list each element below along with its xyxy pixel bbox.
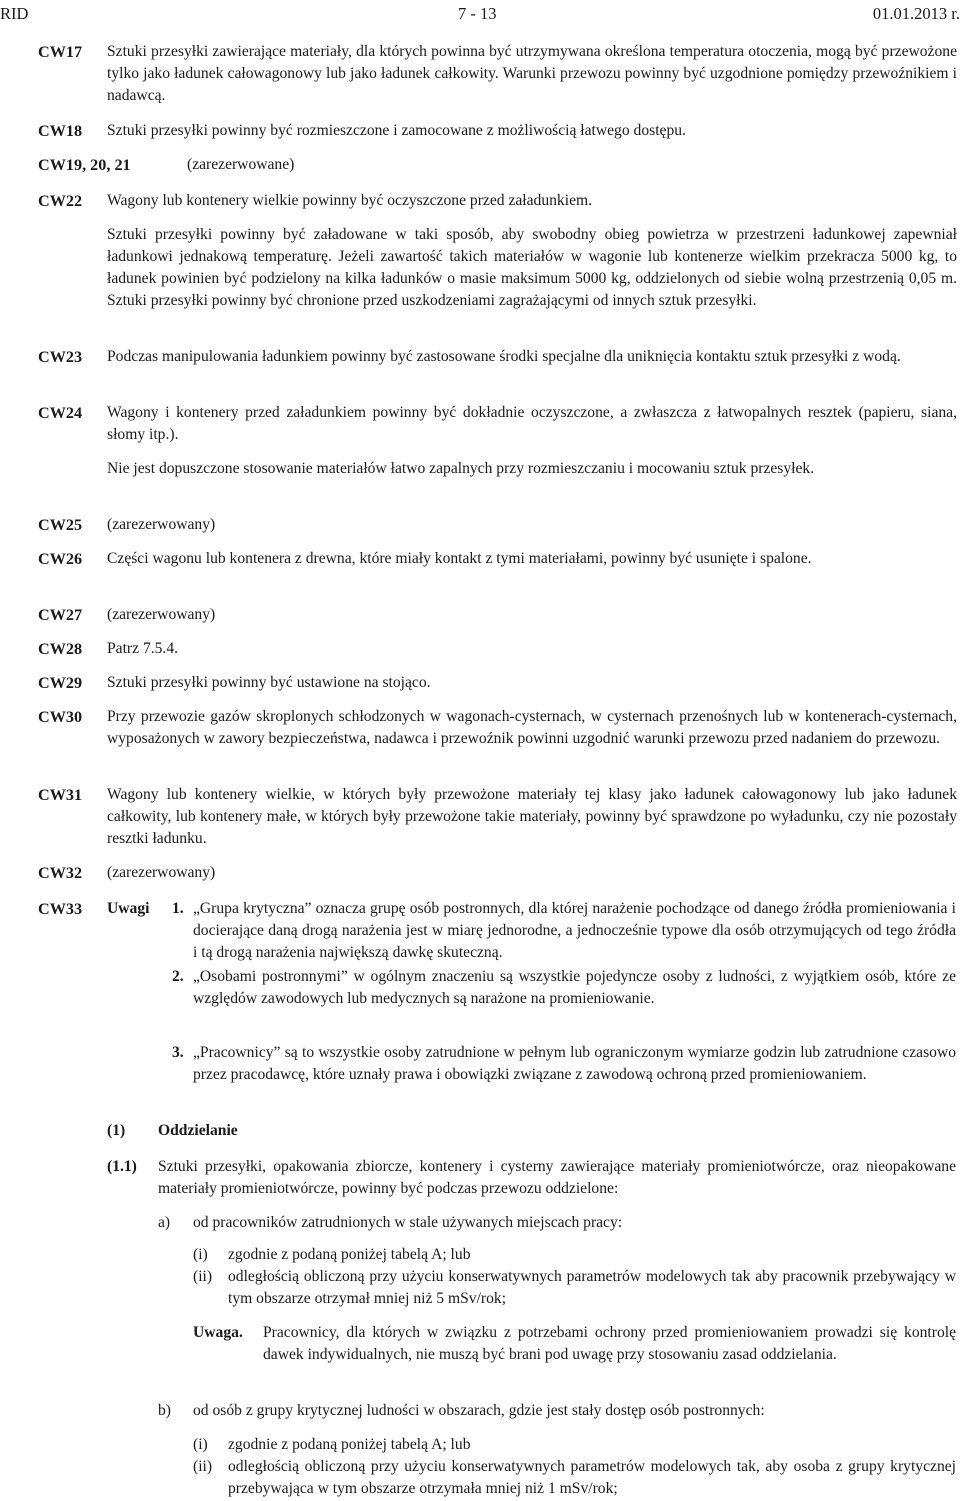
uwaga-text: Pracownicy, dla których w związku z potrzebami ochrony przed promieniowaniem prowadzi się kontrolę dawek indywidualnych, nie muszą być brani pod uwagę przy stosowaniu zasad oddzielania. [263, 1324, 956, 1363]
cw27-text: (zarezerwowany) [107, 606, 216, 623]
cw19-text: (zarezerwowane) [187, 156, 295, 173]
cw33-uwagi-label: Uwagi [107, 900, 150, 917]
cw33-code: CW33 [38, 900, 83, 918]
cw24-text: Wagony i kontenery przed załadunkiem powinny być dokładnie oczyszczone, a zwłaszcza z łatwopalnych resztek (papieru, siana, słomy itp.). [107, 404, 957, 443]
item-b-label: b) [158, 1402, 171, 1419]
cw31-text: Wagony lub kontenery wielkie, w których były przewożone materiały tej klasy jako ładunek całowagonowy lub jako ładunek całkowity, lub kontenery małe, w których były przewożone takie materiały, powinny być sprawdzone po wyładunku, czy nie pozostały resztki ładunku. [107, 786, 957, 847]
item-a-i-label: (i) [193, 1246, 208, 1263]
section-1-1-text: Sztuki przesyłki, opakowania zbiorcze, kontenery i cysterny zawierające materiały promieniotwórcze, oraz nieopakowane materiały promieniotwórcze, powinny być podczas przewozu oddzielone: [158, 1158, 956, 1197]
cw17-text: Sztuki przesyłki zawierające materiały, dla których powinna być utrzymywana określona temperatura otoczenia, mogą być przewożone tylko jako ładunek całowagonowy lub jako ładunek całkowity. Warunki przewozu powinny być uzgodnione pomiędzy przewoźnikiem i nadawcą. [107, 43, 957, 104]
item-b-ii-text: odległością obliczoną przy użyciu konserwatywnych parametrów modelowych tak, aby osoba z grupy krytycznej przebywająca w tym obszarze otrzymała mniej niż 1 mSv/rok; [228, 1458, 956, 1497]
cw24-paragraph: Nie jest dopuszczone stosowanie materiałów łatwo zapalnych przy rozmieszczaniu i mocowaniu sztuk przesyłek. [107, 460, 815, 477]
cw26-code: CW26 [38, 550, 83, 568]
header-page-number: 7 - 13 [458, 4, 497, 23]
note-1-text: „Grupa krytyczna” oznacza grupę osób postronnych, dla której narażenie pochodzące od danego źródła promieniowania i docierające daną drogą narażenia jest w miarę jednorodne, a jednocześnie typowe dla osób otrzymujących od tego źródła i tą drogą narażenia największą dawkę skuteczną. [193, 900, 956, 961]
cw23-text: Podczas manipulowania ładunkiem powinny być zastosowane środki specjalne dla uniknięcia kontaktu sztuk przesyłki z wodą. [107, 348, 901, 365]
cw17-code: CW17 [38, 43, 83, 61]
item-a-text: od pracowników zatrudnionych w stale używanych miejscach pracy: [193, 1214, 623, 1231]
cw19-code: CW19, 20, 21 [38, 156, 131, 174]
cw25-code: CW25 [38, 516, 83, 534]
cw18-text: Sztuki przesyłki powinny być rozmieszczone i zamocowane z możliwością łatwego dostępu. [107, 122, 686, 139]
cw22-code: CW22 [38, 192, 83, 210]
cw18-code: CW18 [38, 122, 83, 140]
item-b-i-label: (i) [193, 1436, 208, 1453]
section-1-title: Oddzielanie [158, 1122, 238, 1139]
item-a-label: a) [158, 1214, 171, 1231]
header-left: RID [0, 4, 29, 23]
note-3-number: 3. [172, 1044, 184, 1061]
item-b-ii-label: (ii) [193, 1458, 213, 1475]
cw22-text: Wagony lub kontenery wielkie powinny być oczyszczone przed załadunkiem. [107, 192, 593, 209]
cw27-code: CW27 [38, 606, 83, 624]
cw32-text: (zarezerwowany) [107, 864, 216, 881]
cw24-code: CW24 [38, 404, 83, 422]
uwaga-label: Uwaga. [193, 1324, 243, 1341]
cw26-text: Części wagonu lub kontenera z drewna, które miały kontakt z tymi materiałami, powinny być usunięte i spalone. [107, 550, 812, 567]
cw22-paragraph: Sztuki przesyłki powinny być załadowane w taki sposób, aby swobodny obieg powietrza w przestrzeni ładunkowej zapewniał ładunkowi jednakową temperaturę. Jeżeli zawartość takich materiałów w wagonie lub kontenerze wielkim przekracza 5000 kg, to ładunek powinien być podzielony na kilka ładunków o masie maksimum 5000 kg, oddzielonych od siebie wolną przestrzenią 0,05 m. Sztuki przesyłki powinny być chronione przed uszkodzeniami zagrażającymi od innych sztuk przesyłki. [107, 226, 957, 309]
note-2-number: 2. [172, 968, 184, 985]
cw32-code: CW32 [38, 864, 83, 882]
note-2-text: „Osobami postronnymi” w ogólnym znaczeniu są wszystkie pojedyncze osoby z ludności, z wyjątkiem osób, które ze względów zawodowych lub medycznych są narażone na promieniowanie. [193, 968, 956, 1007]
item-b-text: od osób z grupy krytycznej ludności w obszarach, gdzie jest stały dostęp osób postronnych: [193, 1402, 765, 1419]
cw30-code: CW30 [38, 708, 83, 726]
cw28-code: CW28 [38, 640, 83, 658]
cw23-code: CW23 [38, 348, 83, 366]
cw30-text: Przy przewozie gazów skroplonych schłodzonych w wagonach-cysternach, w cysternach przenośnych lub w kontenerach-cysternach, wyposażonych w zawory bezpieczeństwa, nadawca i przewoźnik powinni uzgodnić warunki przewozu przed nadaniem do przewozu. [107, 708, 957, 747]
section-1-number: (1) [107, 1122, 126, 1139]
item-a-i-text: zgodnie z podaną poniżej tabelą A; lub [228, 1246, 471, 1263]
item-b-i-text: zgodnie z podaną poniżej tabelą A; lub [228, 1436, 471, 1453]
cw25-text: (zarezerwowany) [107, 516, 216, 533]
cw29-code: CW29 [38, 674, 83, 692]
note-1-number: 1. [172, 900, 184, 917]
item-a-ii-label: (ii) [193, 1268, 213, 1285]
item-a-ii-text: odległością obliczoną przy użyciu konserwatywnych parametrów modelowych tak aby pracownik przebywający w tym obszarze otrzymał mniej niż 5 mSv/rok; [228, 1268, 956, 1307]
note-3-text: „Pracownicy” są to wszystkie osoby zatrudnione w pełnym lub ograniczonym wymiarze godzin lub zatrudnione czasowo przez pracodawcę, które uznały prawa i obowiązki związane z zawodową ochroną przed promieniowaniem. [193, 1044, 956, 1083]
section-1-1-number: (1.1) [107, 1158, 137, 1175]
cw28-text: Patrz 7.5.4. [107, 640, 179, 657]
cw29-text: Sztuki przesyłki powinny być ustawione na stojąco. [107, 674, 431, 691]
cw31-code: CW31 [38, 786, 83, 804]
header-date: 01.01.2013 r. [872, 4, 960, 23]
